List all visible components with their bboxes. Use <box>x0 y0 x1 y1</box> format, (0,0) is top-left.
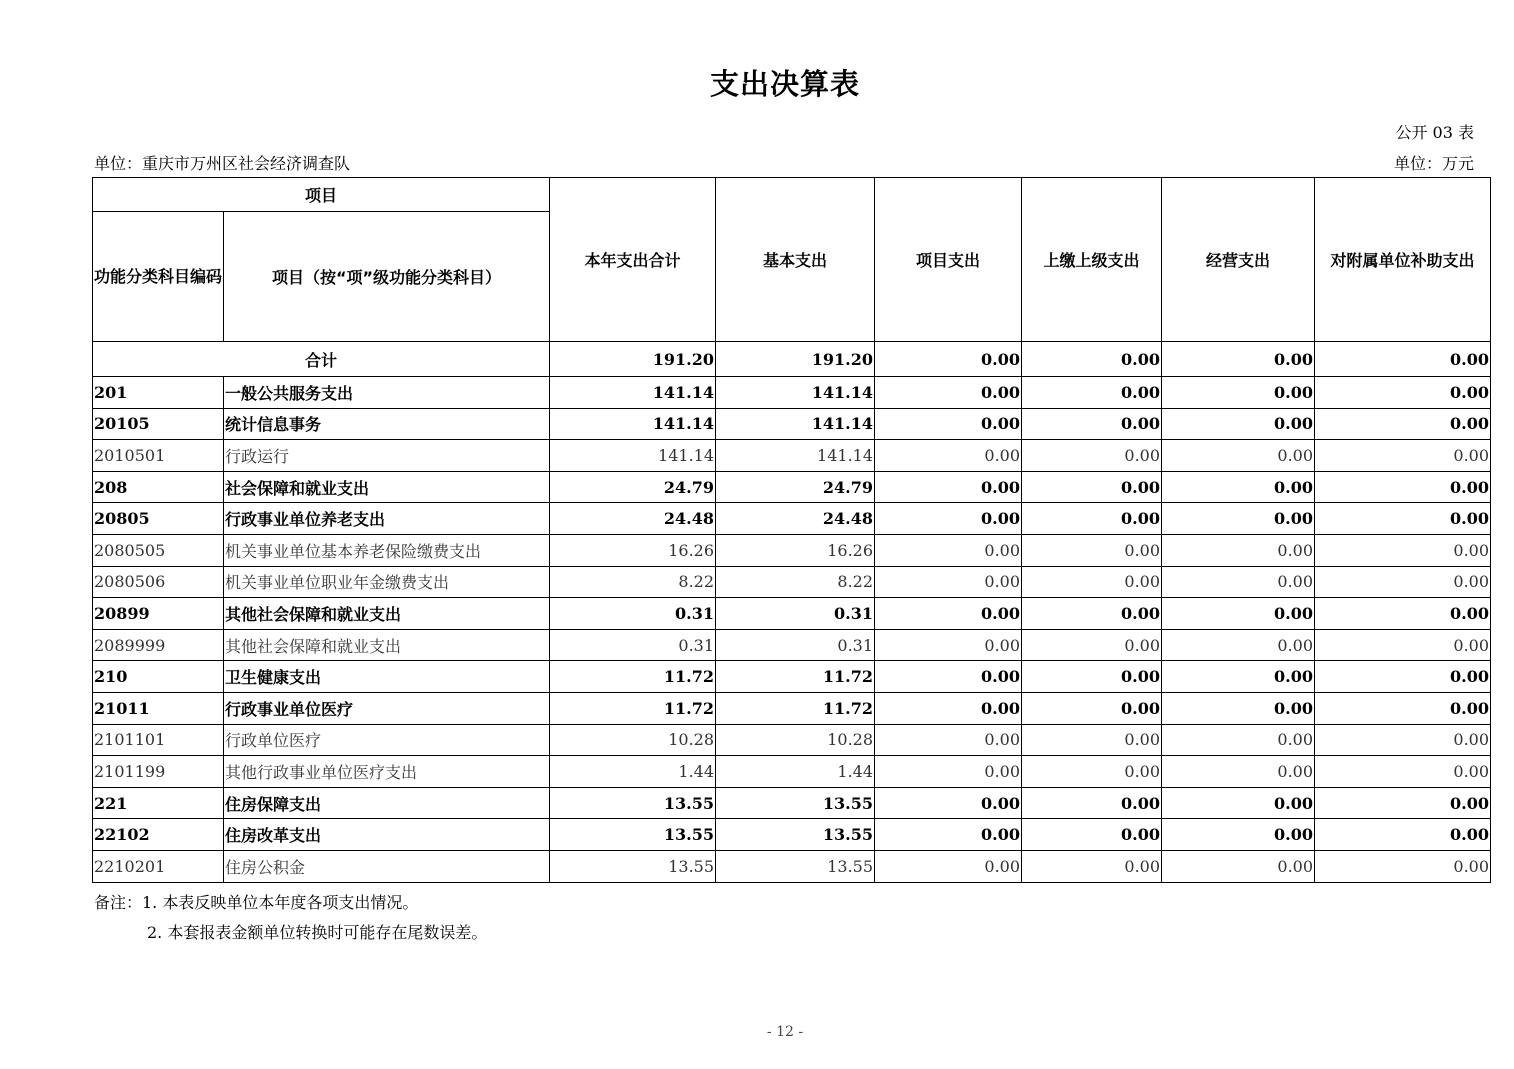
row-name: 行政事业单位医疗 <box>224 692 550 724</box>
row-total: 11.72 <box>550 661 716 693</box>
row-subsidy: 0.00 <box>1315 408 1491 440</box>
row-basic: 141.14 <box>716 377 875 409</box>
total-basic: 191.20 <box>716 342 875 377</box>
row-upper: 0.00 <box>1022 471 1162 503</box>
row-business: 0.00 <box>1162 471 1315 503</box>
row-subsidy: 0.00 <box>1315 440 1491 472</box>
row-business: 0.00 <box>1162 819 1315 851</box>
table-row <box>93 534 1491 566</box>
row-name: 其他行政事业单位医疗支出 <box>224 756 550 788</box>
row-project-exp: 0.00 <box>875 503 1022 535</box>
row-code: 21011 <box>93 692 224 724</box>
row-subsidy: 0.00 <box>1315 377 1491 409</box>
row-business: 0.00 <box>1162 503 1315 535</box>
row-project-exp: 0.00 <box>875 787 1022 819</box>
header-project-expense: 项目支出 <box>875 178 1022 342</box>
row-business: 0.00 <box>1162 377 1315 409</box>
row-name: 行政单位医疗 <box>224 724 550 756</box>
row-subsidy: 0.00 <box>1315 471 1491 503</box>
row-project-exp: 0.00 <box>875 566 1022 598</box>
unit-currency: 单位：万元 <box>1393 154 1474 173</box>
header-name: 项目（按“项”级功能分类科目） <box>224 212 550 342</box>
row-subsidy: 0.00 <box>1315 724 1491 756</box>
row-code: 210 <box>93 661 224 693</box>
table-row <box>93 756 1491 788</box>
row-basic: 10.28 <box>716 724 875 756</box>
row-project-exp: 0.00 <box>875 756 1022 788</box>
row-code: 2101199 <box>93 756 224 788</box>
row-upper: 0.00 <box>1022 692 1162 724</box>
table-row <box>93 598 1491 630</box>
table-row <box>93 566 1491 598</box>
row-name: 机关事业单位基本养老保险缴费支出 <box>224 534 550 566</box>
row-business: 0.00 <box>1162 787 1315 819</box>
header-project: 项目 <box>93 178 550 212</box>
row-subsidy: 0.00 <box>1315 503 1491 535</box>
page-number: - 12 - <box>766 1024 804 1040</box>
row-name: 一般公共服务支出 <box>224 377 550 409</box>
row-subsidy: 0.00 <box>1315 850 1491 882</box>
row-code: 20899 <box>93 598 224 630</box>
row-business: 0.00 <box>1162 756 1315 788</box>
total-business: 0.00 <box>1162 342 1315 377</box>
row-project-exp: 0.00 <box>875 377 1022 409</box>
row-basic: 8.22 <box>716 566 875 598</box>
row-basic: 24.48 <box>716 503 875 535</box>
row-upper: 0.00 <box>1022 503 1162 535</box>
row-business: 0.00 <box>1162 440 1315 472</box>
row-basic: 141.14 <box>716 408 875 440</box>
row-upper: 0.00 <box>1022 819 1162 851</box>
row-subsidy: 0.00 <box>1315 756 1491 788</box>
row-total: 24.48 <box>550 503 716 535</box>
table-row <box>93 503 1491 535</box>
total-project-expense: 0.00 <box>875 342 1022 377</box>
row-project-exp: 0.00 <box>875 534 1022 566</box>
row-total: 141.14 <box>550 408 716 440</box>
table-row <box>93 440 1491 472</box>
row-project-exp: 0.00 <box>875 850 1022 882</box>
header-upper: 上缴上级支出 <box>1022 178 1162 342</box>
form-number: 公开 03 表 <box>1395 123 1474 142</box>
table-row <box>93 629 1491 661</box>
row-project-exp: 0.00 <box>875 724 1022 756</box>
row-total: 11.72 <box>550 692 716 724</box>
row-upper: 0.00 <box>1022 629 1162 661</box>
table-row <box>93 377 1491 409</box>
row-code: 2089999 <box>93 629 224 661</box>
row-name: 社会保障和就业支出 <box>224 471 550 503</box>
table-row <box>93 692 1491 724</box>
row-total: 13.55 <box>550 850 716 882</box>
row-subsidy: 0.00 <box>1315 629 1491 661</box>
row-basic: 11.72 <box>716 692 875 724</box>
row-total: 16.26 <box>550 534 716 566</box>
total-upper: 0.00 <box>1022 342 1162 377</box>
row-project-exp: 0.00 <box>875 440 1022 472</box>
table-row <box>93 471 1491 503</box>
row-total: 141.14 <box>550 440 716 472</box>
row-business: 0.00 <box>1162 629 1315 661</box>
row-total: 141.14 <box>550 377 716 409</box>
row-subsidy: 0.00 <box>1315 819 1491 851</box>
row-total: 1.44 <box>550 756 716 788</box>
row-basic: 0.31 <box>716 629 875 661</box>
row-upper: 0.00 <box>1022 756 1162 788</box>
total-total: 191.20 <box>550 342 716 377</box>
header-subsidy: 对附属单位补助支出 <box>1315 178 1491 342</box>
row-total: 13.55 <box>550 787 716 819</box>
row-basic: 1.44 <box>716 756 875 788</box>
row-name: 住房保障支出 <box>224 787 550 819</box>
total-label: 合计 <box>93 342 550 377</box>
row-business: 0.00 <box>1162 724 1315 756</box>
row-basic: 13.55 <box>716 787 875 819</box>
note-2: 2. 本套报表金额单位转换时可能存在尾数误差。 <box>147 923 488 942</box>
row-subsidy: 0.00 <box>1315 661 1491 693</box>
expenditure-table <box>92 177 1491 883</box>
row-name: 行政运行 <box>224 440 550 472</box>
row-name: 统计信息事务 <box>224 408 550 440</box>
row-business: 0.00 <box>1162 566 1315 598</box>
table-row <box>93 661 1491 693</box>
row-basic: 141.14 <box>716 440 875 472</box>
row-name: 行政事业单位养老支出 <box>224 503 550 535</box>
notes <box>94 888 487 948</box>
row-code: 2010501 <box>93 440 224 472</box>
row-total: 0.31 <box>550 598 716 630</box>
row-total: 10.28 <box>550 724 716 756</box>
row-basic: 24.79 <box>716 471 875 503</box>
row-project-exp: 0.00 <box>875 661 1022 693</box>
row-business: 0.00 <box>1162 661 1315 693</box>
row-subsidy: 0.00 <box>1315 598 1491 630</box>
row-project-exp: 0.00 <box>875 408 1022 440</box>
row-total: 13.55 <box>550 819 716 851</box>
table-row <box>93 819 1491 851</box>
row-name: 卫生健康支出 <box>224 661 550 693</box>
header-total: 本年支出合计 <box>550 178 716 342</box>
table-row <box>93 787 1491 819</box>
header-basic: 基本支出 <box>716 178 875 342</box>
row-project-exp: 0.00 <box>875 819 1022 851</box>
row-upper: 0.00 <box>1022 787 1162 819</box>
row-business: 0.00 <box>1162 598 1315 630</box>
row-subsidy: 0.00 <box>1315 566 1491 598</box>
row-name: 其他社会保障和就业支出 <box>224 629 550 661</box>
row-code: 2210201 <box>93 850 224 882</box>
row-project-exp: 0.00 <box>875 692 1022 724</box>
row-subsidy: 0.00 <box>1315 787 1491 819</box>
row-project-exp: 0.00 <box>875 598 1022 630</box>
note-1: 备注：1. 本表反映单位本年度各项支出情况。 <box>94 893 419 912</box>
row-code: 2101101 <box>93 724 224 756</box>
row-basic: 13.55 <box>716 819 875 851</box>
row-basic: 16.26 <box>716 534 875 566</box>
row-upper: 0.00 <box>1022 724 1162 756</box>
row-total: 0.31 <box>550 629 716 661</box>
row-upper: 0.00 <box>1022 408 1162 440</box>
row-business: 0.00 <box>1162 692 1315 724</box>
header-code: 功能分类科目编码 <box>93 212 224 342</box>
table-row <box>93 724 1491 756</box>
row-code: 2080506 <box>93 566 224 598</box>
row-name: 其他社会保障和就业支出 <box>224 598 550 630</box>
row-upper: 0.00 <box>1022 850 1162 882</box>
row-upper: 0.00 <box>1022 566 1162 598</box>
header-business: 经营支出 <box>1162 178 1315 342</box>
row-upper: 0.00 <box>1022 440 1162 472</box>
row-code: 208 <box>93 471 224 503</box>
row-code: 22102 <box>93 819 224 851</box>
row-basic: 11.72 <box>716 661 875 693</box>
table-row <box>93 408 1491 440</box>
total-row <box>93 342 1491 377</box>
row-business: 0.00 <box>1162 408 1315 440</box>
row-subsidy: 0.00 <box>1315 534 1491 566</box>
row-name: 住房改革支出 <box>224 819 550 851</box>
row-name: 机关事业单位职业年金缴费支出 <box>224 566 550 598</box>
row-upper: 0.00 <box>1022 661 1162 693</box>
row-basic: 13.55 <box>716 850 875 882</box>
table-row <box>93 850 1491 882</box>
row-name: 住房公积金 <box>224 850 550 882</box>
row-subsidy: 0.00 <box>1315 692 1491 724</box>
page-title: 支出决算表 <box>709 67 860 101</box>
row-code: 221 <box>93 787 224 819</box>
unit-organization: 单位：重庆市万州区社会经济调查队 <box>94 154 351 173</box>
row-upper: 0.00 <box>1022 598 1162 630</box>
row-total: 8.22 <box>550 566 716 598</box>
row-code: 20805 <box>93 503 224 535</box>
row-business: 0.00 <box>1162 534 1315 566</box>
row-code: 2080505 <box>93 534 224 566</box>
row-project-exp: 0.00 <box>875 471 1022 503</box>
row-code: 201 <box>93 377 224 409</box>
row-project-exp: 0.00 <box>875 629 1022 661</box>
row-code: 20105 <box>93 408 224 440</box>
row-business: 0.00 <box>1162 850 1315 882</box>
row-upper: 0.00 <box>1022 377 1162 409</box>
total-subsidy: 0.00 <box>1315 342 1491 377</box>
row-upper: 0.00 <box>1022 534 1162 566</box>
row-total: 24.79 <box>550 471 716 503</box>
row-basic: 0.31 <box>716 598 875 630</box>
